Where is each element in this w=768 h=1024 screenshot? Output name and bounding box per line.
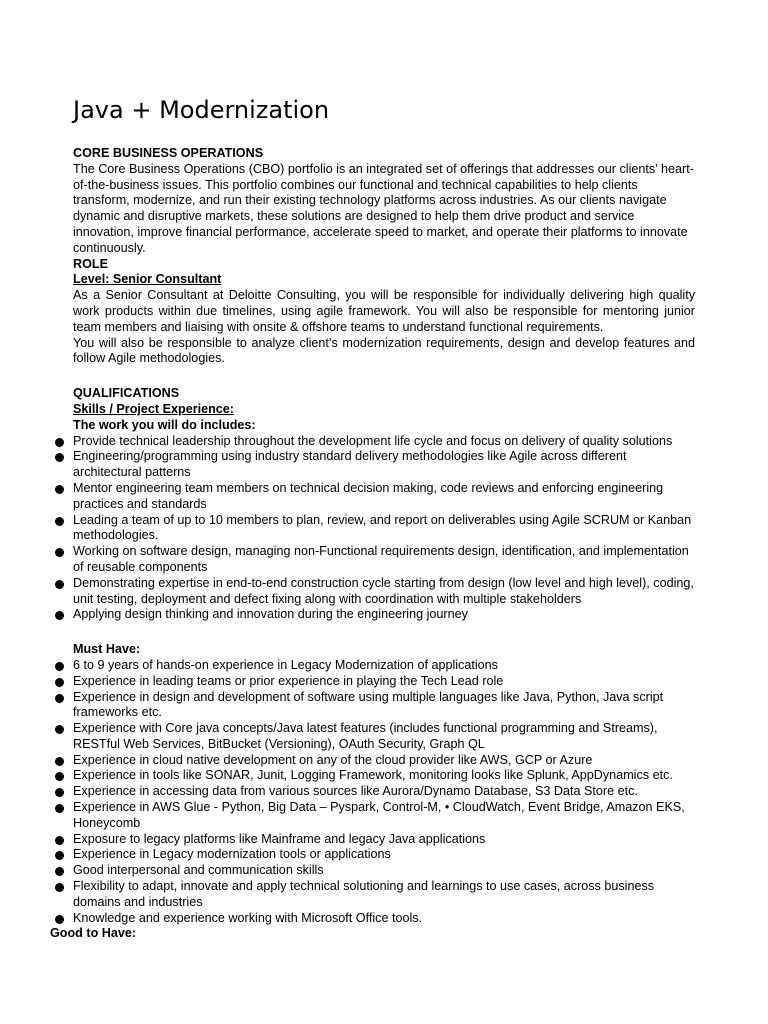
list-item [73,544,695,576]
list-item [73,800,695,832]
list-item [73,513,695,545]
list-item [73,911,695,927]
bullet-icon [55,548,64,557]
list-item-text: Mentor engineering team members on technical decision making, code reviews and enforcing engineering practices and standards [73,480,664,511]
list-item-text: Experience in AWS Glue - Python, Big Data – Pyspark, Control-M, • CloudWatch, Event Bridge, Amazon EKS, Honeycomb [73,800,685,830]
list-item-text: Working on software design, managing non-Functional requirements design, identification, and implementation of reusable components [73,544,689,574]
list-item-text: Experience in leading teams or prior experience in playing the Tech Lead role [73,673,504,688]
list-item [73,768,695,784]
list-item [73,832,695,848]
qualifications-heading: QUALIFICATIONS [73,386,180,401]
list-item-text: Experience in Legacy modernization tools or applications [73,847,391,862]
skills-heading: Skills / Project Experience: [73,401,234,416]
must-have-heading: Must Have: [73,642,141,657]
list-item-text: Experience in design and development of software using multiple languages like Java, Python, Java script frameworks etc. [73,689,664,720]
list-item-text: Knowledge and experience working with Microsoft Office tools. [73,910,423,925]
list-item [73,576,695,608]
bullet-icon [55,772,64,781]
bullet-icon [55,788,64,797]
bullet-icon [55,757,64,766]
cbo-paragraph: The Core Business Operations (CBO) portfolio is an integrated set of offerings that addresses our clients’ heart-of-the-business issues. This portfolio combines our functional and technical capabilities to help clients transform, modernize, and run their existing technology platforms across industries. As our clients navigate dynamic and disruptive markets, these solutions are designed to help them drive product and service innovation, improve financial performance, accelerate speed to market, and operate their platforms to innovate continuously. [73,161,694,255]
list-item [73,721,695,753]
bullet-icon [55,485,64,494]
list-item-text: Experience with Core java concepts/Java latest features (includes functional programming and Streams), RESTful Web Services, BitBucket (Versioning), OAuth Security, Graph QL [73,721,658,751]
list-item-text: Experience in tools like SONAR, Junit, Logging Framework, monitoring looks like Splunk, AppDynamics etc. [73,768,673,783]
bullet-icon [55,678,64,687]
list-item [73,753,695,769]
list-item-text: Leading a team of up to 10 members to plan, review, and report on deliverables using Agile SCRUM or Kanban methodologies. [73,512,692,543]
cbo-heading: CORE BUSINESS OPERATIONS [73,146,264,160]
bullet-icon [55,438,64,447]
must-have-list [73,658,695,927]
list-item-text: 6 to 9 years of hands-on experience in Legacy Modernization of applications [73,657,498,672]
list-item-text: Experience in cloud native development on any of the cloud provider like AWS, GCP or Azure [73,752,593,767]
list-item-text: Demonstrating expertise in end-to-end construction cycle starting from design (low level and high level), coding, unit testing, deployment and defect fixing along with coordination with multiple stakeholders [73,575,694,606]
list-item-text: Applying design thinking and innovation during the engineering journey [73,607,468,622]
bullet-icon [55,915,64,924]
bullet-icon [55,611,64,620]
list-item-text: Good interpersonal and communication skills [73,863,324,878]
list-item [73,449,695,481]
list-item [73,658,695,674]
list-item-text: Engineering/programming using industry standard delivery methodologies like Agile across different architectural patterns [73,449,627,480]
good-to-have-heading: Good to Have: [50,926,137,941]
list-item-text: Flexibility to adapt, innovate and apply technical solutioning and learnings to use cases, across business domains and industries [73,879,655,909]
list-item [73,434,695,450]
role-heading: ROLE [73,256,108,271]
list-item [73,690,695,722]
bullet-icon [55,836,64,845]
work-list [73,434,695,624]
bullet-icon [55,851,64,860]
document-body [50,146,695,942]
list-item [73,481,695,513]
role-level: Level: Senior Consultant [73,272,222,287]
bullet-icon [55,580,64,589]
bullet-icon [55,725,64,734]
bullet-icon [55,453,64,462]
bullet-icon [55,517,64,526]
bullet-icon [55,694,64,703]
bullet-icon [55,662,64,671]
list-item-text: Experience in accessing data from various sources like Aurora/Dynamo Database, S3 Data Store etc. [73,784,638,799]
list-item [73,879,695,911]
role-paragraph-1: As a Senior Consultant at Deloitte Consulting, you will be responsible for individually delivering high quality work products within due timelines, using agile framework. You will also be responsible for mentoring junior team members and liaising with onsite & offshore teams to understand functional requirements. [73,288,695,334]
bullet-icon [55,883,64,892]
list-item [73,863,695,879]
work-heading: The work you will do includes: [73,417,256,432]
list-item [73,847,695,863]
list-item [73,607,695,623]
list-item-text: Provide technical leadership throughout the development life cycle and focus on delivery of quality solutions [73,433,673,448]
list-item [73,674,695,690]
bullet-icon [55,804,64,813]
bullet-icon [55,867,64,876]
list-item-text: Exposure to legacy platforms like Mainframe and legacy Java applications [73,831,486,846]
role-paragraph-2: You will also be responsible to analyze client’s modernization requirements, design and develop features and follow Agile methodologies. [73,335,695,366]
page-title: Java + Modernization [73,96,330,124]
list-item [73,784,695,800]
